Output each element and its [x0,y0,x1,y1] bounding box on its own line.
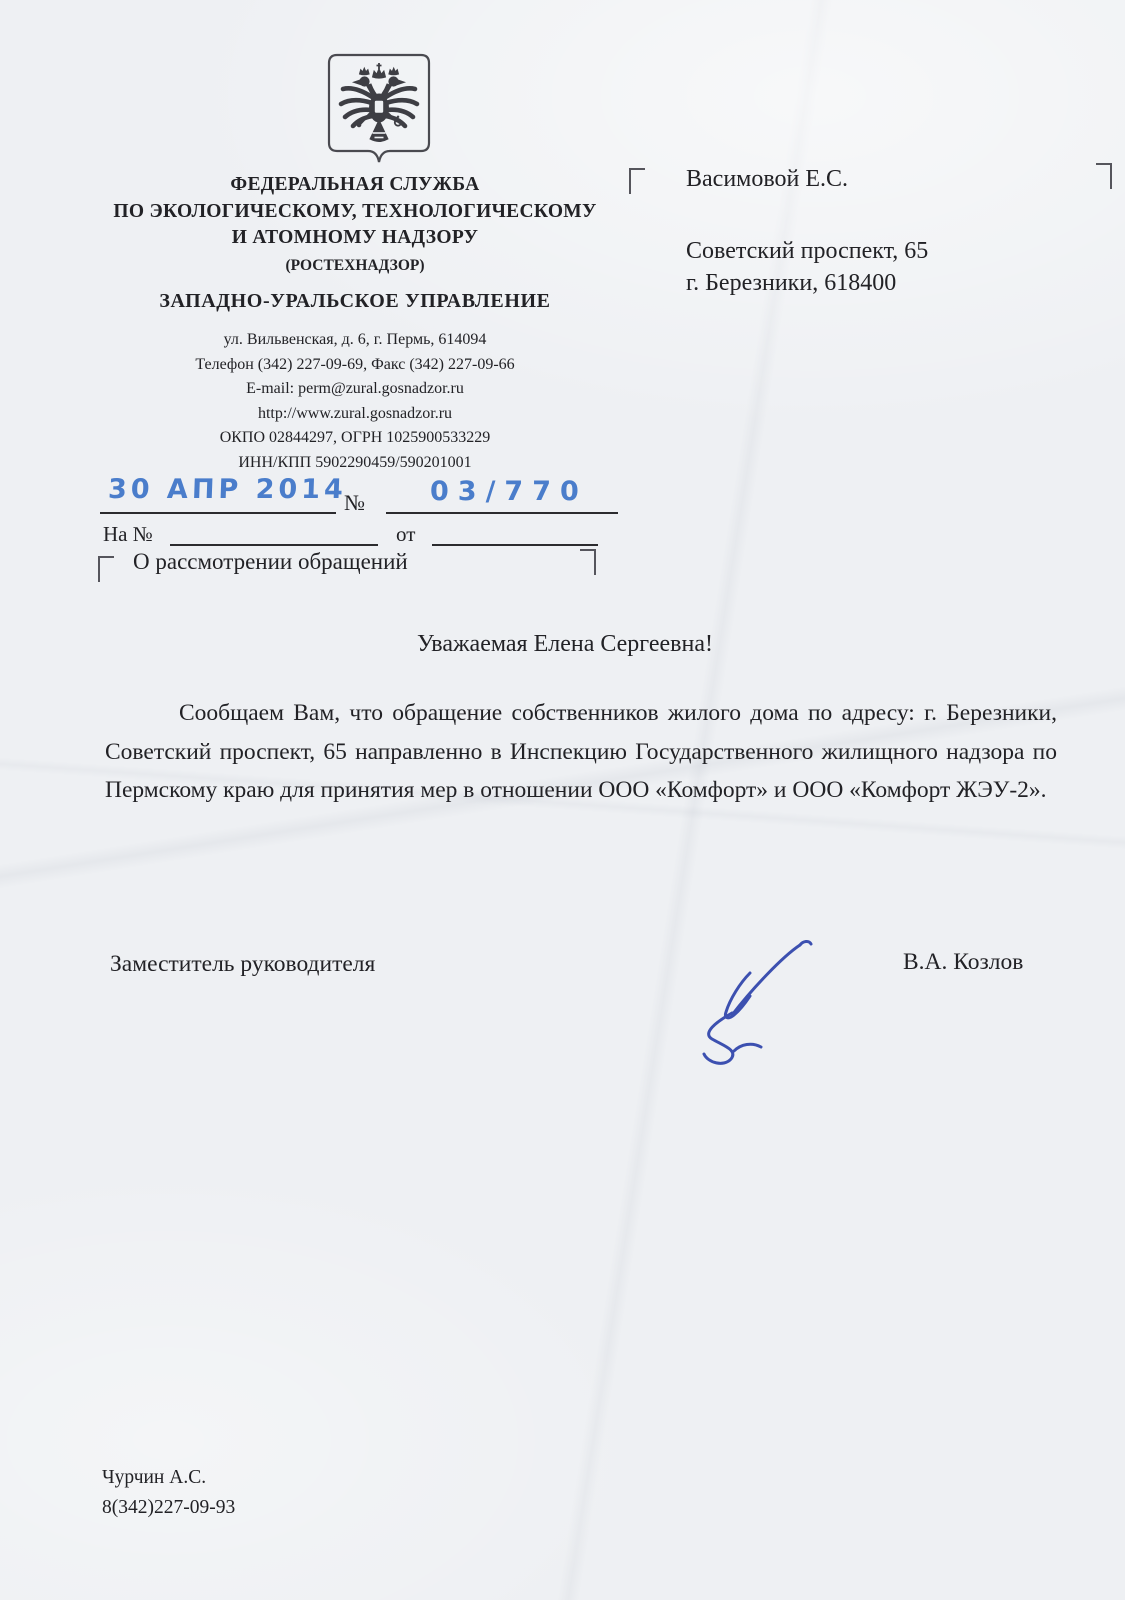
date-underline [100,512,336,514]
in-reply-to-underline [170,544,378,546]
russian-coat-of-arms-icon [322,50,436,170]
in-reply-to-label: На № [103,522,153,546]
recipient-corner-bracket-left [629,168,645,194]
org-name-line2: ПО ЭКОЛОГИЧЕСКОМУ, ТЕХНОЛОГИЧЕСКОМУ [113,200,597,222]
number-sign-label: № [344,490,365,515]
org-inn-kpp: ИНН/КПП 5902290459/590201001 [238,453,472,471]
recipient-name: Васимовой Е.С. [686,166,849,192]
date-stamp: 30 АПР 2014 [107,474,348,505]
recipient-address-city: г. Березники, 618400 [686,270,897,296]
org-name-line1: ФЕДЕРАЛЬНАЯ СЛУЖБА [230,174,480,195]
letterhead-org-block [70,172,640,313]
outgoing-number-stamp: 03/770 [430,476,588,507]
recipient-address-street: Советский проспект, 65 [686,238,929,264]
from-date-underline [432,544,598,546]
executor-phone: 8(342)227-09-93 [102,1497,236,1518]
letterhead-contact-block [70,328,640,475]
salutation: Уважаемая Елена Сергеевна! [417,631,713,657]
org-okpo-ogrn: ОКПО 02844297, ОГРН 1025900533229 [219,429,491,446]
from-date-label: от [396,522,416,546]
recipient-corner-bracket-right [1096,163,1112,189]
org-email: E-mail: perm@zural.gosnadzor.ru [246,380,464,397]
executor-name: Чурчин А.С. [102,1467,207,1488]
number-underline [386,512,618,514]
subject-corner-bracket-left [98,556,114,582]
org-website: http://www.zural.gosnadzor.ru [257,404,453,422]
org-division: ЗАПАДНО-УРАЛЬСКОЕ УПРАВЛЕНИЕ [159,289,551,312]
org-name-line3: И АТОМНОМУ НАДЗОРУ [231,227,479,248]
org-address: ул. Вильвенская, д. 6, г. Пермь, 614094 [223,331,487,348]
signer-position-title: Заместитель руководителя [110,951,376,977]
org-abbreviation: (РОСТЕХНАДЗОР) [285,256,425,274]
executor-block [102,1463,235,1523]
subject-corner-bracket-right [580,549,596,575]
signer-name: В.А. Козлов [903,949,1024,975]
handwritten-signature [678,925,818,1073]
subject-line: О рассмотрении обращений [133,549,408,574]
body-paragraph: Сообщаем Вам, что обращение собственников жилого дома по адресу: г. Березники, Советский проспект, 65 направленно в Инспекцию Государственного жилищного надзора по Пермскому краю для принятия мер в отношении ООО «Комфорт» и ООО «Комфорт ЖЭУ-2». [105,700,1057,803]
org-phone-fax: Телефон (342) 227-09-69, Факс (342) 227-09-66 [195,355,515,373]
